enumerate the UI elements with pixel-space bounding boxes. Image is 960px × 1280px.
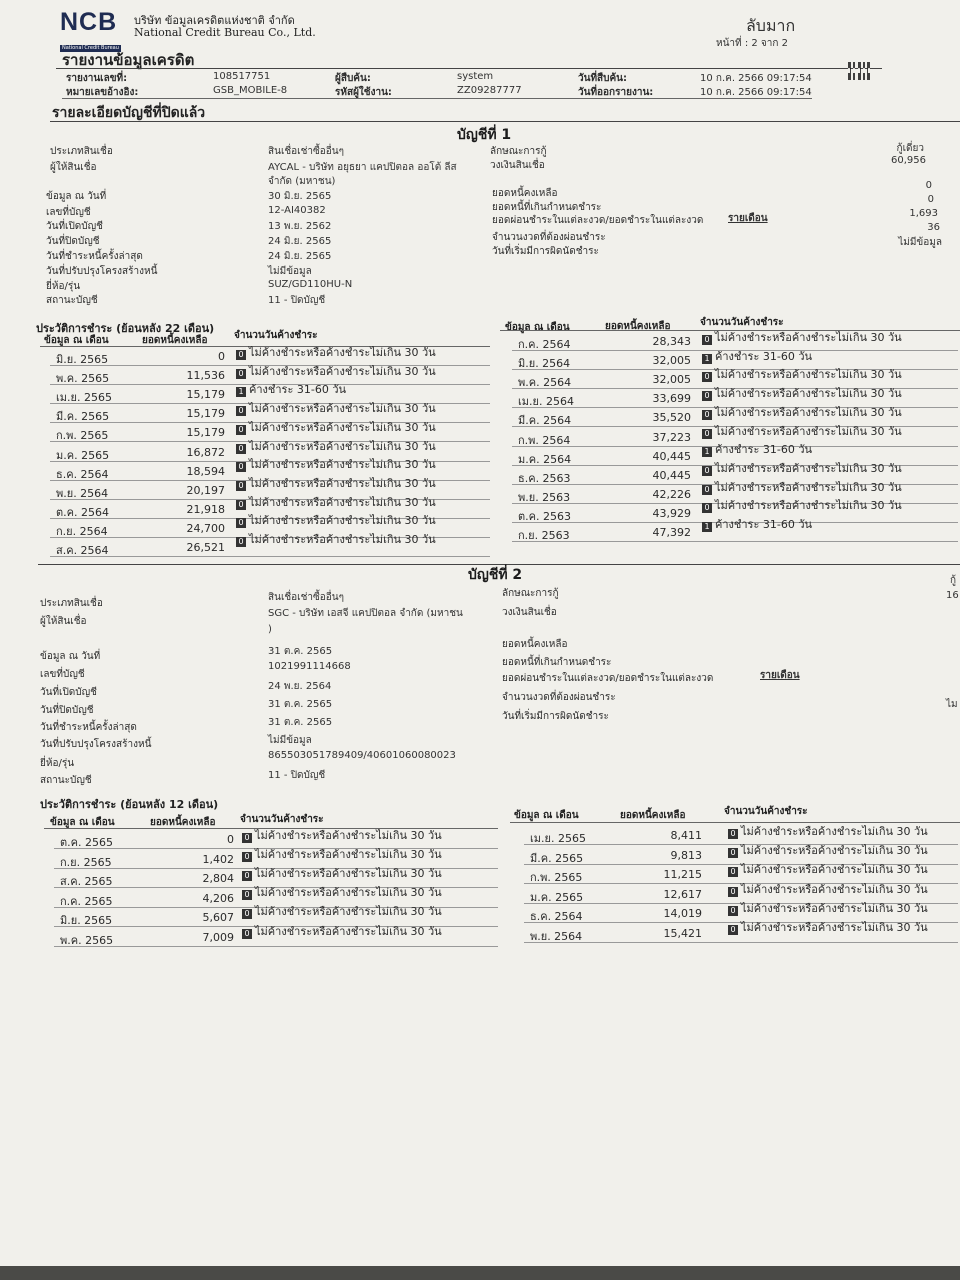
account-1-row-month: พ.ย. 2564 [56, 486, 109, 500]
account-2-row-r-balance: 14,019 [663, 907, 702, 921]
payment-code-badge: 1 [702, 354, 712, 364]
monthly-link[interactable]: รายเดือน [728, 213, 768, 224]
payment-status-text: ไม่ค้างชำระหรือค้างชำระไม่เกิน 30 วัน [741, 825, 928, 838]
account-2-label: วันที่ปรับปรุงโครงสร้างหนี้ [40, 739, 152, 750]
account-2-last-payment: 31 ต.ค. 2565 [268, 717, 333, 728]
col-balance: ยอดหนี้คงเหลือ [142, 335, 208, 346]
account-1-mid-label: ลักษณะการกู้ [490, 146, 547, 157]
account-1-row-balance: 16,872 [186, 445, 225, 459]
payment-status-text: ไม่ค้างชำระหรือค้างชำระไม่เกิน 30 วัน [249, 439, 436, 453]
payment-code-badge: 0 [702, 466, 712, 476]
account-2-credit-limit: 16 [946, 590, 959, 601]
ref-value: GSB_MOBILE-8 [213, 85, 288, 96]
payment-code-badge: 0 [236, 518, 246, 528]
account-1-row-r-balance: 35,520 [652, 411, 691, 425]
payment-status-text: ไม่ค้างชำระหรือค้างชำระไม่เกิน 30 วัน [255, 848, 442, 862]
payment-status-text: ไม่ค้างชำระหรือค้างชำระไม่เกิน 30 วัน [249, 476, 436, 490]
payment-status-text: ไม่ค้างชำระหรือค้างชำระไม่เกิน 30 วัน [249, 420, 436, 434]
account-1-row-r-days [702, 440, 812, 458]
account-1-row-days [236, 455, 436, 473]
account-2-label: ยี่ห้อ/รุ่น [40, 758, 75, 769]
ncb-logo-subtext: National Credit Bureau [62, 45, 119, 51]
payment-status-text: ไม่ค้างชำระหรือค้างชำระไม่เกิน 30 วัน [249, 402, 436, 416]
payment-code-badge: 0 [702, 391, 712, 401]
account-1-row-month: ก.ย. 2564 [56, 524, 108, 538]
account-2-loan-type: สินเชื่อเช่าซื้ออื่นๆ [268, 592, 344, 603]
account-1-row-days [236, 380, 346, 398]
account-1-row-r-balance: 32,005 [652, 373, 691, 387]
account-2-row-balance: 4,206 [202, 891, 234, 905]
account-1-row-r-days [702, 422, 902, 440]
payment-status-text: ไม่ค้างชำระหรือค้างชำระไม่เกิน 30 วัน [715, 480, 902, 494]
payment-status-text: ไม่ค้างชำระหรือค้างชำระไม่เกิน 30 วัน [255, 924, 442, 938]
account-1-row-balance: 24,700 [186, 521, 225, 535]
user-code: ZZ09287777 [457, 85, 522, 96]
account-2-label: วันที่ชำระหนี้ครั้งล่าสุด [40, 722, 137, 733]
account-1-row-r-days [702, 403, 902, 421]
divider [50, 121, 960, 122]
account-2-row-balance: 7,009 [202, 930, 234, 944]
account-2-label: ผู้ให้สินเชื่อ [40, 616, 87, 627]
payment-code-badge: 0 [728, 867, 738, 877]
account-1-mid-label: ยอดหนี้ที่เกินกำหนดชำระ [492, 202, 602, 213]
account-2-mid-label: ยอดผ่อนชำระในแต่ละงวด/ยอดชำระในแต่ละงวด [502, 673, 714, 684]
payment-code-badge: 1 [702, 522, 712, 532]
account-2-label: ข้อมูล ณ วันที่ [40, 651, 101, 662]
account-1-row-r-month: ก.ย. 2563 [518, 529, 570, 542]
account-2-row-r-days [728, 899, 928, 917]
report-no-label: รายงานเลขที่: [66, 73, 128, 84]
account-1-row-r-days [702, 478, 902, 496]
account-1-overdue: 0 [927, 194, 934, 205]
payment-code-badge: 0 [728, 906, 738, 916]
account-2-mid-label: ยอดหนี้ที่เกินกำหนดชำระ [502, 657, 612, 668]
account-1-row-r-month: เม.ย. 2564 [518, 395, 574, 409]
row-divider [512, 541, 958, 542]
payment-code-badge: 0 [728, 829, 738, 839]
account-1-row-r-month: มิ.ย. 2564 [518, 357, 571, 371]
account-2-account-no: 1021991114668 [268, 661, 351, 672]
account-1-row-r-month: ม.ค. 2564 [518, 452, 572, 466]
payment-code-badge: 0 [728, 848, 738, 858]
account-1-row-r-balance: 40,445 [652, 468, 691, 482]
account-1-row-days [236, 418, 436, 436]
account-2-row-r-balance: 12,617 [663, 887, 702, 901]
account-1-row-r-balance: 43,929 [652, 506, 691, 520]
col-days-2: จำนวนวันค้างชำระ [240, 814, 324, 825]
account-1-row-r-days [702, 459, 902, 477]
account-2-row-month: ก.ย. 2565 [60, 855, 112, 869]
account-2-label: ประเภทสินเชื่อ [40, 598, 103, 609]
account-1-row-r-balance: 37,223 [652, 430, 691, 444]
account-1-row-balance: 15,179 [186, 426, 225, 440]
account-1-row-balance: 21,918 [186, 502, 225, 516]
account-1-row-r-month: ต.ค. 2563 [518, 509, 571, 523]
monthly-link-2[interactable]: รายเดือน [760, 670, 800, 681]
account-2-row-r-days [728, 918, 928, 936]
account-2-row-month: ส.ค. 2565 [60, 875, 113, 888]
account-1-label: วันที่ชำระหนี้ครั้งล่าสุด [46, 251, 143, 262]
payment-code-badge: 0 [236, 462, 246, 472]
payment-status-text: ไม่ค้างชำระหรือค้างชำระไม่เกิน 30 วัน [249, 364, 436, 378]
payment-status-text: ไม่ค้างชำระหรือค้างชำระไม่เกิน 30 วัน [255, 867, 442, 881]
company-name-en: National Credit Bureau Co., Ltd. [134, 26, 316, 39]
payment-code-badge: 0 [242, 929, 252, 939]
payment-code-badge: 0 [242, 833, 252, 843]
col-month: ข้อมูล ณ เดือน [44, 335, 109, 346]
payment-status-text: ไม่ค้างชำระหรือค้างชำระไม่เกิน 30 วัน [249, 495, 436, 509]
account-2-row-r-balance: 9,813 [670, 848, 702, 862]
account-1-row-month: ธ.ค. 2564 [56, 467, 109, 481]
account-2-row-r-balance: 11,215 [663, 868, 702, 882]
account-1-mid-label: ยอดหนี้คงเหลือ [492, 188, 558, 199]
col-month-2r: ข้อมูล ณ เดือน [514, 810, 579, 821]
payment-code-badge: 0 [728, 887, 738, 897]
col-month-2: ข้อมูล ณ เดือน [50, 817, 115, 828]
account-1-row-days [236, 437, 436, 455]
account-2-row-r-days [728, 880, 928, 898]
account-1-row-r-days [702, 384, 902, 402]
page-number: หน้าที่ : 2 จาก 2 [716, 38, 788, 49]
account-2-row-r-days [728, 841, 928, 859]
account-1-credit-limit: 60,956 [891, 155, 926, 166]
payment-status-text: ไม่ค้างชำระหรือค้างชำระไม่เกิน 30 วัน [249, 514, 436, 528]
payment-status-text: ไม่ค้างชำระหรือค้างชำระไม่เกิน 30 วัน [715, 424, 902, 438]
issue-date: 10 ก.ค. 2566 09:17:54 [700, 87, 812, 98]
account-1-row-r-month: พ.ย. 2563 [518, 490, 571, 504]
account-2-restructure: ไม่มีข้อมูล [268, 735, 312, 746]
account-1-row-month: มิ.ย. 2565 [56, 353, 109, 366]
payment-code-badge: 0 [236, 481, 246, 491]
account-2-row-r-balance: 8,411 [670, 829, 702, 842]
account-2-row-balance: 2,804 [202, 872, 234, 885]
account-1-label: วันที่ปรับปรุงโครงสร้างหนี้ [46, 266, 158, 277]
account-1-row-r-days [702, 328, 902, 346]
account-1-row-month: ต.ค. 2564 [56, 505, 109, 519]
account-2-mid-label: วันที่เริ่มมีการผิดนัดชำระ [502, 711, 609, 722]
account-2-row-month: ก.ค. 2565 [60, 894, 113, 908]
account-1-close-date: 24 มิ.ย. 2565 [268, 236, 332, 247]
account-2-lender: SGC - บริษัท เอสจี แคปปิตอล จำกัด (มหาชน [268, 608, 463, 619]
payment-code-badge: 0 [702, 372, 712, 382]
account-1-row-balance: 15,179 [186, 407, 225, 421]
payment-status-text: ไม่ค้างชำระหรือค้างชำระไม่เกิน 30 วัน [741, 844, 928, 858]
payment-code-badge: 0 [236, 350, 246, 360]
col-balance-2: ยอดหนี้คงเหลือ [150, 817, 216, 828]
account-1-row-days [236, 511, 436, 529]
account-1-row-month: มี.ค. 2565 [56, 410, 110, 424]
payment-status-text: ไม่ค้างชำระหรือค้างชำระไม่เกิน 30 วัน [741, 921, 928, 934]
account-2-label: วันที่ปิดบัญชี [40, 705, 94, 716]
account-2-row-r-month: ก.พ. 2565 [530, 871, 583, 885]
account-2-close-date: 31 ต.ค. 2565 [268, 699, 333, 710]
user-code-label: รหัสผู้ใช้งาน: [335, 87, 392, 98]
report-no: 108517751 [213, 71, 271, 82]
account-1-row-r-days [702, 496, 902, 514]
account-2-row-r-days [728, 860, 928, 878]
account-1-num-installments: 36 [927, 222, 940, 233]
account-1-row-r-month: ธ.ค. 2563 [518, 471, 571, 485]
payment-code-badge: 0 [242, 852, 252, 862]
payment-code-badge: 0 [236, 369, 246, 379]
account-1-row-r-balance: 32,005 [652, 354, 691, 368]
account-1-row-days [236, 343, 436, 361]
payment-status-text: ไม่ค้างชำระหรือค้างชำระไม่เกิน 30 วัน [255, 829, 442, 842]
payment-status-text: ไม่ค้างชำระหรือค้างชำระไม่เกิน 30 วัน [715, 461, 902, 475]
payment-code-badge: 0 [236, 537, 246, 547]
divider [56, 68, 882, 69]
payment-status-text: ไม่ค้างชำระหรือค้างชำระไม่เกิน 30 วัน [741, 882, 928, 896]
account-1-row-days [236, 362, 436, 380]
account-1-row-r-balance: 28,343 [652, 335, 691, 348]
account-1-row-month: ม.ค. 2565 [56, 448, 110, 462]
account-1-row-r-days [702, 347, 812, 365]
account-1-label: ผู้ให้สินเชื่อ [50, 162, 97, 173]
payment-status-text: ไม่ค้างชำระหรือค้างชำระไม่เกิน 30 วัน [741, 901, 928, 915]
col-balance-right: ยอดหนี้คงเหลือ [605, 321, 671, 332]
account-2-open-date: 24 พ.ย. 2564 [268, 681, 332, 692]
account-1-row-days [236, 474, 436, 492]
account-2-status: 11 - ปิดบัญชี [268, 770, 326, 781]
account-1-mid-label: วันที่เริ่มมีการผิดนัดชำระ [492, 246, 599, 257]
ref-label: หมายเลขอ้างอิง: [66, 87, 139, 98]
account-1-row-days [236, 399, 436, 417]
account-2-history-title: ประวัติการชำระ (ย้อนหลัง 12 เดือน) [40, 798, 219, 811]
payment-code-badge: 0 [242, 871, 252, 881]
row-divider [524, 942, 958, 943]
account-2-mid-label: ยอดหนี้คงเหลือ [502, 639, 568, 650]
account-1-balance: 0 [925, 180, 932, 191]
account-1-loan-type: สินเชื่อเช่าซื้ออื่นๆ [268, 146, 344, 157]
account-2-row-days [242, 845, 442, 863]
account-1-as-of: 30 มิ.ย. 2565 [268, 191, 332, 202]
account-1-loan-kind: กู้เดี่ยว [896, 143, 924, 154]
account-1-row-month: เม.ย. 2565 [56, 391, 112, 405]
account-1-mid-label: จำนวนงวดที่ต้องผ่อนชำระ [492, 232, 606, 243]
account-1-row-balance: 18,594 [186, 464, 225, 478]
account-1-row-r-days [702, 515, 812, 533]
payment-status-text: ค้างชำระ 31-60 วัน [715, 518, 813, 531]
account-1-label: สถานะบัญชี [46, 295, 98, 306]
account-1-label: วันที่ปิดบัญชี [46, 236, 100, 247]
account-1-status: 11 - ปิดบัญชี [268, 295, 326, 306]
inquiry-date-label: วันที่สืบค้น: [578, 73, 628, 84]
account-1-row-r-balance: 40,445 [652, 449, 691, 463]
account-2-lender-cont: ) [268, 624, 272, 635]
inquirer-label: ผู้สืบค้น: [335, 73, 371, 84]
payment-status-text: ไม่ค้างชำระหรือค้างชำระไม่เกิน 30 วัน [715, 331, 902, 344]
account-2-row-days [242, 883, 442, 901]
account-1-label: ประเภทสินเชื่อ [50, 146, 113, 157]
payment-status-text: ไม่ค้างชำระหรือค้างชำระไม่เกิน 30 วัน [715, 499, 902, 513]
col-days-2r: จำนวนวันค้างชำระ [724, 806, 808, 817]
account-1-row-r-days [702, 365, 902, 383]
account-2-row-month: มิ.ย. 2565 [60, 914, 113, 927]
payment-status-text: ไม่ค้างชำระหรือค้างชำระไม่เกิน 30 วัน [715, 368, 902, 382]
account-2-row-days [242, 826, 442, 844]
account-1-account-no: 12-AI40382 [268, 205, 326, 216]
payment-code-badge: 0 [236, 406, 246, 416]
payment-code-badge: 0 [702, 485, 712, 495]
payment-status-text: ไม่ค้างชำระหรือค้างชำระไม่เกิน 30 วัน [741, 863, 928, 877]
account-2-brand: 865503051789409/40601060080023 [268, 750, 456, 761]
account-1-label: วันที่เปิดบัญชี [46, 221, 103, 232]
account-1-row-r-month: มี.ค. 2564 [518, 414, 572, 428]
issue-date-label: วันที่ออกรายงาน: [578, 87, 654, 98]
account-1-open-date: 13 พ.ย. 2562 [268, 221, 332, 232]
account-1-history-title: ประวัติการชำระ (ย้อนหลัง 22 เดือน) [36, 322, 215, 335]
payment-code-badge: 1 [236, 387, 246, 397]
account-1-label: ข้อมูล ณ วันที่ [46, 191, 107, 202]
ncb-logo [60, 8, 128, 51]
account-1-row-r-month: ก.พ. 2564 [518, 433, 571, 447]
account-2-mid-label: วงเงินสินเชื่อ [502, 607, 557, 618]
account-1-default-start: ไม่มีข้อมูล [898, 237, 942, 248]
account-2-row-r-month: มี.ค. 2565 [530, 851, 584, 865]
account-2-row-month: ต.ค. 2565 [60, 836, 113, 849]
background-edge [0, 1266, 960, 1280]
account-2-label: สถานะบัญชี [40, 775, 92, 786]
account-1-row-r-month: พ.ค. 2564 [518, 376, 572, 390]
account-2-row-r-month: ธ.ค. 2564 [530, 910, 583, 924]
payment-code-badge: 0 [702, 335, 712, 345]
company-name-th: บริษัท ข้อมูลเครดิตแห่งชาติ จำกัด [134, 14, 295, 27]
payment-code-badge: 0 [728, 925, 738, 935]
ncb-logo-text: NCB [60, 8, 118, 36]
account-1-row-balance: 0 [218, 350, 225, 363]
account-1-restructure: ไม่มีข้อมูล [268, 266, 312, 277]
payment-code-badge: 0 [702, 410, 712, 420]
col-month-right: ข้อมูล ณ เดือน [505, 322, 570, 333]
account-1-installment: 1,693 [909, 208, 938, 219]
col-days: จำนวนวันค้างชำระ [234, 330, 318, 341]
account-2-mid-label: จำนวนงวดที่ต้องผ่อนชำระ [502, 692, 616, 703]
closed-accounts-section-title: รายละเอียดบัญชีที่ปิดแล้ว [52, 105, 206, 121]
payment-code-badge: 0 [236, 425, 246, 435]
account-2-label: วันที่เปิดบัญชี [40, 687, 97, 698]
account-2-row-balance: 5,607 [202, 911, 234, 924]
payment-status-text: ไม่ค้างชำระหรือค้างชำระไม่เกิน 30 วัน [715, 387, 902, 401]
payment-status-text: ไม่ค้างชำระหรือค้างชำระไม่เกิน 30 วัน [249, 346, 436, 359]
report-title: รายงานข้อมูลเครดิต [62, 51, 195, 69]
account-1-row-r-month: ก.ค. 2564 [518, 338, 571, 351]
payment-code-badge: 0 [242, 890, 252, 900]
payment-code-badge: 0 [236, 444, 246, 454]
payment-code-badge: 0 [702, 503, 712, 513]
payment-status-text: ค้างชำระ 31-60 วัน [715, 443, 813, 457]
account-1-lender-cont: จำกัด (มหาชน) [268, 176, 336, 187]
account-2-row-days [242, 902, 442, 920]
payment-status-text: ไม่ค้างชำระหรือค้างชำระไม่เกิน 30 วัน [249, 458, 436, 472]
account-2-default-start: ไม [946, 699, 958, 710]
col-balance-2r: ยอดหนี้คงเหลือ [620, 810, 686, 821]
account-2-row-month: พ.ค. 2565 [60, 933, 114, 947]
account-2-row-r-month: เม.ย. 2565 [530, 832, 586, 845]
divider [62, 98, 812, 99]
payment-status-text: ไม่ค้างชำระหรือค้างชำระไม่เกิน 30 วัน [255, 905, 442, 919]
account-1-row-balance: 11,536 [186, 369, 225, 383]
account-1-row-days [236, 493, 436, 511]
account-2-row-r-month: พ.ย. 2564 [530, 930, 583, 943]
account-1-lender: AYCAL - บริษัท อยุธยา แคปปิตอล ออโต้ ลีส [268, 162, 457, 173]
inquirer: system [457, 71, 494, 82]
barcode-icon [848, 62, 870, 80]
account-1-row-balance: 15,179 [186, 388, 225, 402]
account-1-row-balance: 20,197 [186, 483, 225, 497]
account-1-title: บัญชีที่ 1 [457, 127, 512, 143]
account-2-row-days [242, 864, 442, 882]
account-1-brand: SUZ/GD110HU-N [268, 279, 353, 290]
account-2-row-r-month: ม.ค. 2565 [530, 890, 584, 904]
account-2-label: เลขที่บัญชี [40, 669, 85, 680]
account-2-row-r-balance: 15,421 [663, 927, 702, 940]
account-1-row-balance: 26,521 [186, 541, 225, 554]
account-2-loan-kind: กู้ [950, 575, 957, 586]
confidential-label: ลับมาก [746, 16, 796, 35]
payment-code-badge: 0 [702, 429, 712, 439]
account-1-label: ยี่ห้อ/รุ่น [46, 281, 81, 292]
account-2-title: บัญชีที่ 2 [468, 567, 523, 583]
payment-status-text: ไม่ค้างชำระหรือค้างชำระไม่เกิน 30 วัน [249, 533, 436, 546]
account-2-row-balance: 0 [227, 833, 234, 846]
account-1-row-month: ก.พ. 2565 [56, 429, 109, 443]
account-2-row-balance: 1,402 [202, 852, 234, 866]
payment-status-text: ค้างชำระ 31-60 วัน [715, 349, 813, 363]
account-1-label: เลขที่บัญชี [46, 207, 91, 218]
payment-code-badge: 0 [236, 500, 246, 510]
account-1-row-r-balance: 42,226 [652, 487, 691, 501]
payment-status-text: ค้างชำระ 31-60 วัน [249, 383, 347, 397]
account-2-mid-label: ลักษณะการกู้ [502, 588, 559, 599]
account-1-mid-label: ยอดผ่อนชำระในแต่ละงวด/ยอดชำระในแต่ละงวด [492, 215, 704, 226]
row-divider [50, 556, 490, 557]
payment-code-badge: 1 [702, 447, 712, 457]
payment-status-text: ไม่ค้างชำระหรือค้างชำระไม่เกิน 30 วัน [255, 886, 442, 900]
account-1-row-days [236, 530, 436, 548]
account-2-as-of: 31 ต.ค. 2565 [268, 646, 333, 657]
account-2-row-days [242, 922, 442, 940]
account-1-row-month: พ.ค. 2565 [56, 372, 110, 386]
inquiry-date: 10 ก.ค. 2566 09:17:54 [700, 73, 812, 84]
account-1-row-r-balance: 33,699 [652, 392, 691, 406]
payment-code-badge: 0 [242, 909, 252, 919]
account-1-last-payment: 24 มิ.ย. 2565 [268, 251, 332, 262]
account-1-mid-label: วงเงินสินเชื่อ [490, 160, 545, 171]
account-1-row-r-balance: 47,392 [652, 526, 691, 539]
account-2-row-r-days [728, 822, 928, 840]
col-days-right: จำนวนวันค้างชำระ [700, 317, 784, 328]
row-divider [54, 946, 498, 947]
payment-status-text: ไม่ค้างชำระหรือค้างชำระไม่เกิน 30 วัน [715, 405, 902, 419]
account-1-row-month: ส.ค. 2564 [56, 544, 109, 557]
